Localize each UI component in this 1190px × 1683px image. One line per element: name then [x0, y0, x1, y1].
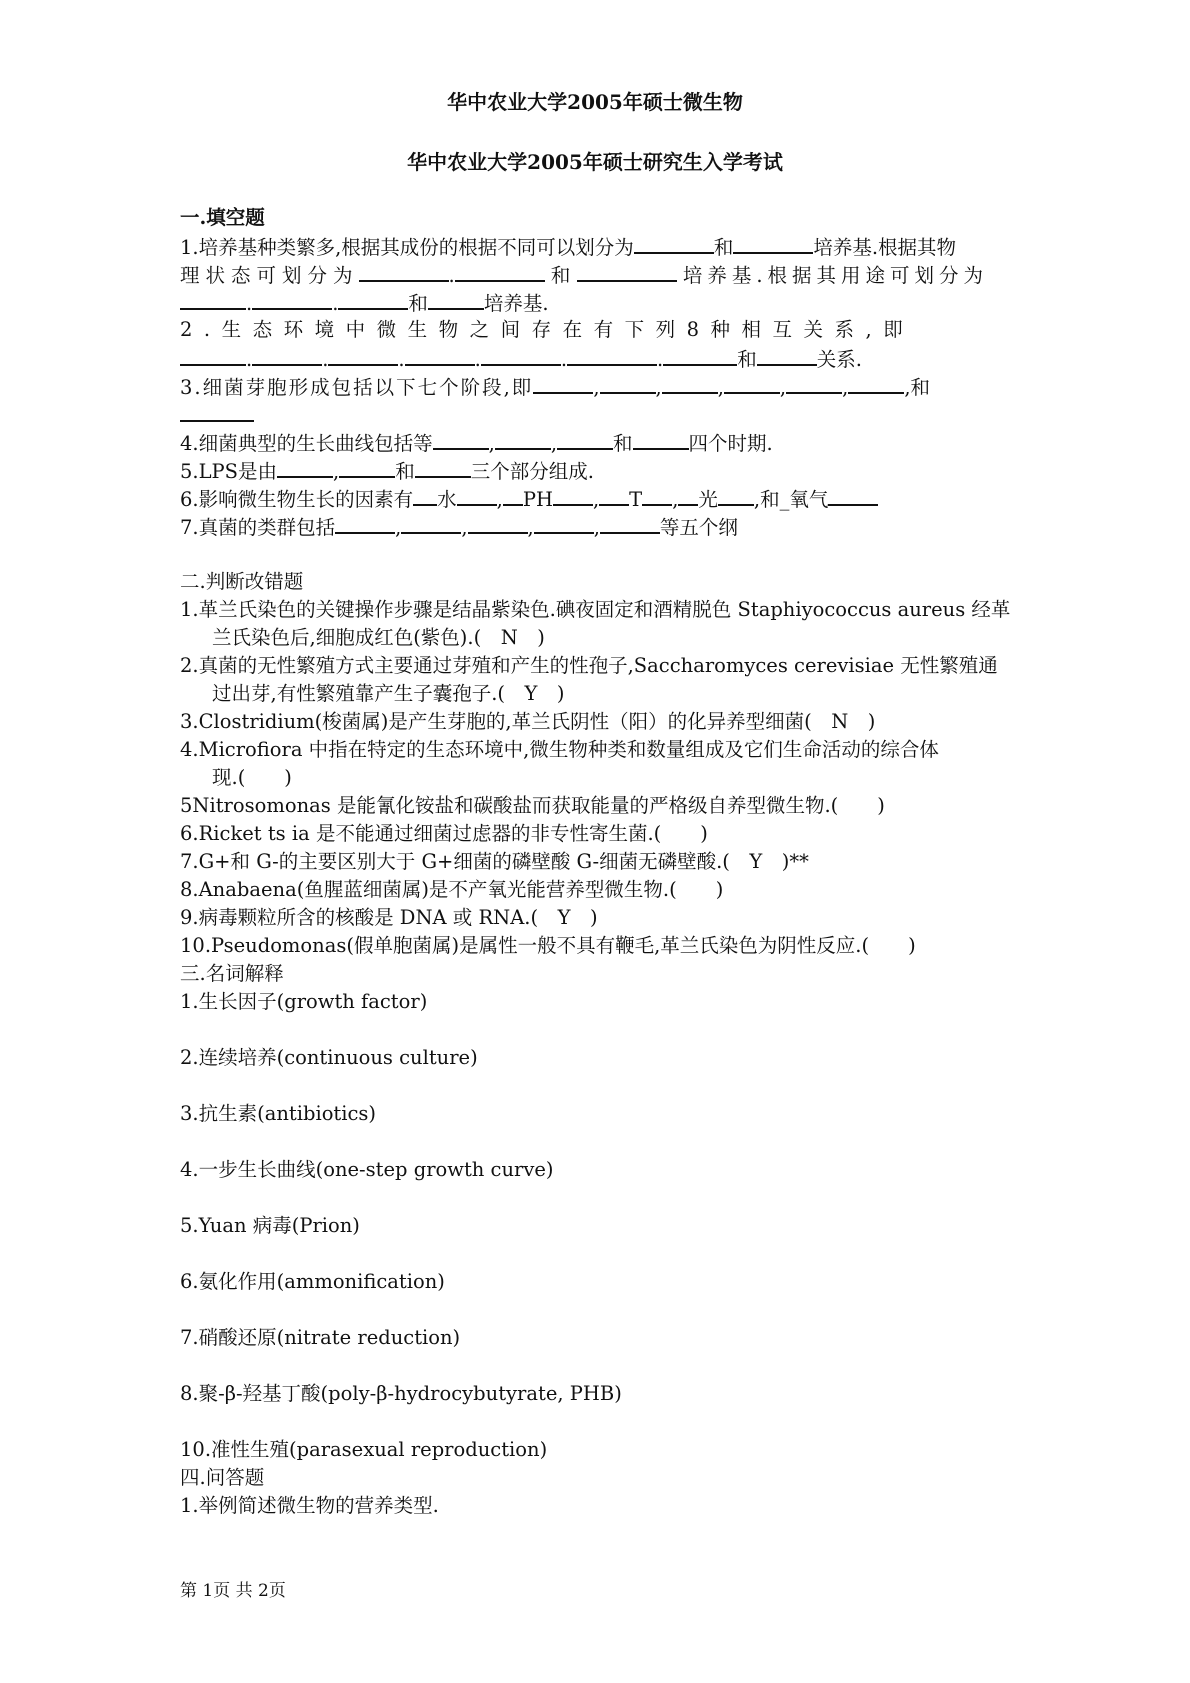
blank[interactable] [359, 260, 449, 282]
q4-line: 4.细菌典型的生长曲线包括等 , , 和 四个时期. [180, 428, 1020, 456]
judge-item: 2.真菌的无性繁殖方式主要通过芽殖和产生的性孢子,Saccharomyces cerevisiae 无性繁殖通 [180, 654, 998, 677]
judge-item: 6.Ricket ts ia 是不能通过细菌过虑器的非专性寄生菌.( ) [180, 822, 708, 845]
judge-item: 9.病毒颗粒所含的核酸是 DNA 或 RNA.( Y ) [180, 906, 598, 929]
term-item: 7.硝酸还原(nitrate reduction) [180, 1326, 461, 1349]
blank[interactable] [633, 428, 689, 450]
blank[interactable] [328, 344, 398, 366]
term-item: 1.生长因子(growth factor) [180, 990, 428, 1013]
blank[interactable] [339, 456, 395, 478]
term-item: 6.氨化作用(ammonification) [180, 1270, 445, 1293]
blank[interactable] [252, 344, 322, 366]
blank[interactable] [718, 484, 754, 506]
term-item: 2.连续培养(continuous culture) [180, 1046, 478, 1069]
blank[interactable] [828, 484, 878, 506]
section-4-heading: 四.问答题 [180, 1466, 265, 1489]
q5-line: 5.LPS是由 , 和 三个部分组成. [180, 456, 1020, 484]
judge-item: 1.革兰氏染色的关键操作步骤是结晶紫染色.碘夜固定和酒精脱色 Staphiyococcus aureus 经革 [180, 598, 1011, 621]
blank[interactable] [567, 344, 657, 366]
q3-line-1: 3.细菌芽胞形成包括以下七个阶段,即 , , , , , ,和 [180, 372, 1020, 400]
blank[interactable] [724, 372, 780, 394]
blank[interactable] [557, 428, 613, 450]
document-body [180, 204, 1020, 1520]
blank[interactable] [180, 288, 246, 310]
blank[interactable] [277, 456, 333, 478]
blank[interactable] [457, 484, 497, 506]
q7-line: 7.真菌的类群包括 , , , , 等五个纲 [180, 512, 1020, 540]
blank[interactable] [786, 372, 842, 394]
term-item: 3.抗生素(antibiotics) [180, 1102, 377, 1125]
q1-line-1: 1.培养基种类繁多,根据其成份的根据不同可以划分为 和 培养基.根据其物 [180, 232, 1020, 260]
blank[interactable] [848, 372, 904, 394]
q3-line-2 [180, 400, 1020, 428]
blank[interactable] [634, 232, 714, 254]
blank[interactable] [481, 344, 561, 366]
q1-line-3: . . 和 培养基. [180, 288, 1020, 316]
blank[interactable] [338, 288, 408, 310]
term-item: 4.一步生长曲线(one-step growth curve) [180, 1158, 554, 1181]
judge-item: 过出芽,有性繁殖靠产生子囊孢子.( Y ) [212, 682, 565, 705]
page-footer: 第 1页 共 2页 [180, 1581, 286, 1601]
judge-item: 现.( ) [212, 766, 292, 789]
section-2-heading: 二.判断改错题 [180, 570, 304, 593]
judge-item: 兰氏染色后,细胞成红色(紫色).( N ) [212, 626, 545, 649]
judge-item: 4.Microfiora 中指在特定的生态环境中,微生物种类和数量组成及它们生命活动的综合体 [180, 738, 939, 761]
q1-line-2: 理状态可划分为 . 和 培养基.根据其用途可划分为 [180, 260, 1020, 288]
q6-line: 6.影响微生物生长的因素有 水 , PH , T , 光 ,和_氧气 [180, 484, 1020, 512]
blank[interactable] [534, 512, 594, 534]
blank[interactable] [433, 428, 489, 450]
blank[interactable] [180, 344, 246, 366]
blank[interactable] [405, 344, 475, 366]
q2-line-2: . . . . . . 和 关系. [180, 344, 1020, 372]
blank[interactable] [495, 428, 551, 450]
judge-item: 10.Pseudomonas(假单胞菌属)是属性一般不具有鞭毛,革兰氏染色为阴性反应.( ) [180, 934, 916, 957]
judge-item: 3.Clostridium(梭菌属)是产生芽胞的,革兰氏阴性（阳）的化异养型细菌( N ) [180, 710, 876, 733]
section-3-heading: 三.名词解释 [180, 962, 284, 985]
section-1-heading: 一.填空题 [180, 206, 265, 229]
blank[interactable] [757, 344, 817, 366]
question-item: 1.举例简述微生物的营养类型. [180, 1494, 439, 1517]
blank[interactable] [455, 260, 545, 282]
blank[interactable] [428, 288, 484, 310]
blank[interactable] [252, 288, 332, 310]
judge-item: 7.G+和 G-的主要区别大于 G+细菌的磷壁酸 G-细菌无磷壁酸.( Y )** [180, 850, 809, 873]
blank[interactable] [553, 484, 593, 506]
judge-item: 8.Anabaena(鱼腥蓝细菌属)是不产氧光能营养型微生物.( ) [180, 878, 724, 901]
exam-subtitle: 华中农业大学2005年硕士研究生入学考试 [407, 150, 783, 174]
blank[interactable] [533, 372, 593, 394]
term-item: 10.准性生殖(parasexual reproduction) [180, 1438, 548, 1461]
blank[interactable] [663, 344, 737, 366]
blank[interactable] [577, 260, 677, 282]
judge-item: 5Nitrosomonas 是能氰化铵盐和碳酸盐而获取能量的严格级自养型微生物.( ) [180, 794, 885, 817]
blank[interactable] [642, 484, 672, 506]
blank[interactable] [468, 512, 528, 534]
q2-line-1: 2.生态环境中微生物之间存在有下列8种相互关系,即 [180, 318, 915, 341]
blank[interactable] [600, 512, 660, 534]
blank[interactable] [733, 232, 813, 254]
blank[interactable] [415, 456, 471, 478]
term-item: 5.Yuan 病毒(Prion) [180, 1214, 360, 1237]
blank[interactable] [180, 400, 254, 422]
blank[interactable] [600, 372, 656, 394]
document-title: 华中农业大学2005年硕士微生物 [447, 90, 743, 114]
blank[interactable] [401, 512, 461, 534]
term-item: 8.聚-β-羟基丁酸(poly-β-hydrocybutyrate, PHB) [180, 1382, 622, 1405]
blank[interactable] [662, 372, 718, 394]
blank[interactable] [335, 512, 395, 534]
